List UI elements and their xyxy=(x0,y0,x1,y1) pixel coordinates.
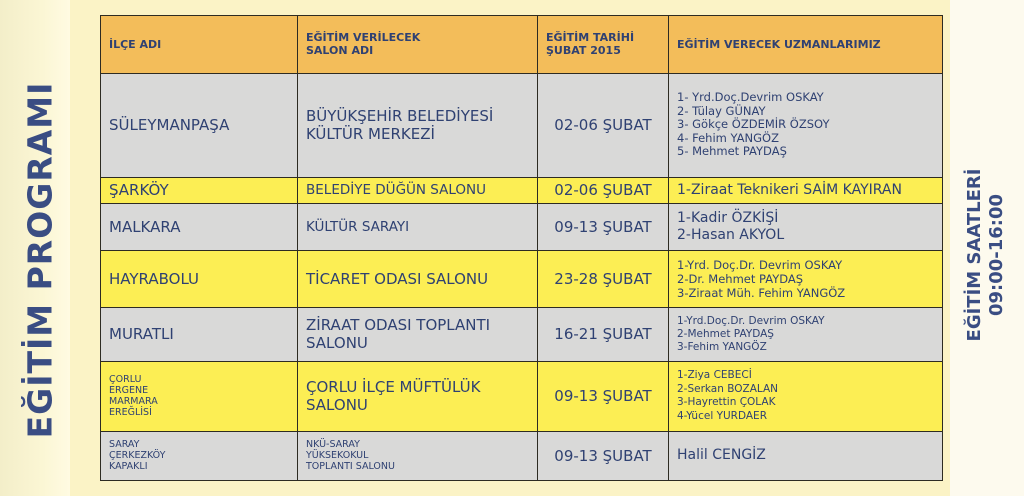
expert-name: 2-Dr. Mehmet PAYDAŞ xyxy=(677,271,804,286)
date-cell: 02-06 ŞUBAT xyxy=(538,73,669,177)
header-date-line: EĞİTİM TARİHİ xyxy=(546,31,635,45)
experts-cell xyxy=(669,204,943,250)
expert-name: Halil CENGİZ xyxy=(677,447,766,464)
header-date xyxy=(538,16,669,74)
salon-cell xyxy=(298,204,538,250)
header-district: İLÇE ADI xyxy=(101,16,298,74)
district-name: ÇORLU xyxy=(109,374,142,386)
table-row xyxy=(101,431,943,480)
district-cell xyxy=(101,308,298,361)
district-cell xyxy=(101,431,298,480)
salon-line: ZİRAAT ODASI TOPLANTI xyxy=(306,316,491,335)
experts-cell xyxy=(669,73,943,177)
table-row xyxy=(101,73,943,177)
expert-name: 3-Fehim YANGÖZ xyxy=(677,340,767,353)
expert-name: 3-Hayrettin ÇOLAK xyxy=(677,396,776,409)
salon-line: SALONU xyxy=(306,396,368,415)
table-row xyxy=(101,250,943,308)
header-date-line: ŞUBAT 2015 xyxy=(546,44,621,58)
salon-cell xyxy=(298,177,538,204)
program-title: EĞİTİM PROGRAMI xyxy=(20,81,60,439)
expert-name: 1-Yrd.Doç.Dr. Devrim OSKAY xyxy=(677,314,825,327)
date-cell: 23-28 ŞUBAT xyxy=(538,250,669,308)
date-cell: 16-21 ŞUBAT xyxy=(538,308,669,361)
district-cell xyxy=(101,204,298,250)
salon-cell xyxy=(298,361,538,431)
experts-cell xyxy=(669,308,943,361)
salon-cell xyxy=(298,431,538,480)
table-row xyxy=(101,177,943,204)
header-experts: EĞİTİM VERECEK UZMANLARIMIZ xyxy=(669,16,943,74)
experts-cell xyxy=(669,431,943,480)
salon-line: ÇORLU İLÇE MÜFTÜLÜK xyxy=(306,378,481,397)
date-cell: 02-06 ŞUBAT xyxy=(538,177,669,204)
salon-line: BÜYÜKŞEHİR BELEDİYESİ xyxy=(306,107,494,126)
district-cell xyxy=(101,361,298,431)
district-cell xyxy=(101,250,298,308)
expert-name: 2- Tülay GÜNAY xyxy=(677,103,766,118)
training-hours-value: 09:00-16:00 xyxy=(986,193,1007,317)
district-name: HAYRABOLU xyxy=(109,269,200,288)
expert-name: 5- Mehmet PAYDAŞ xyxy=(677,144,787,159)
salon-line: TİCARET ODASI SALONU xyxy=(306,269,489,288)
expert-name: 1- Yrd.Doç.Devrim OSKAY xyxy=(677,90,824,105)
training-hours-label: EĞİTİM SAATLERİ xyxy=(964,168,985,342)
expert-name: 1-Yrd. Doç.Dr. Devrim OSKAY xyxy=(677,257,843,272)
header-salon xyxy=(298,16,538,74)
expert-name: 1-Ziraat Teknikeri SAİM KAYIRAN xyxy=(677,181,902,198)
expert-name: 3-Ziraat Müh. Fehim YANGÖZ xyxy=(677,285,846,300)
expert-name: 1-Ziya CEBECİ xyxy=(677,369,752,382)
salon-line: NKÜ-SARAY xyxy=(306,439,360,451)
district-cell xyxy=(101,73,298,177)
expert-name: 2-Hasan AKYOL xyxy=(677,226,785,243)
header-row xyxy=(101,16,943,74)
expert-name: 1-Kadir ÖZKİŞİ xyxy=(677,209,779,226)
district-name: ERGENE xyxy=(109,385,149,397)
header-salon-line: EĞİTİM VERİLECEK xyxy=(306,31,421,45)
district-name: MALKARA xyxy=(109,217,181,236)
salon-line: TOPLANTI SALONU xyxy=(306,461,395,473)
expert-name: 2-Mehmet PAYDAŞ xyxy=(677,327,774,340)
salon-line: YÜKSEKOKUL xyxy=(306,450,369,462)
district-name: SÜLEYMANPAŞA xyxy=(109,116,230,135)
date-cell: 09-13 ŞUBAT xyxy=(538,204,669,250)
district-name: MURATLI xyxy=(109,325,174,344)
district-name: MARMARA xyxy=(109,396,158,408)
salon-line: KÜLTÜR MERKEZİ xyxy=(306,125,435,144)
experts-cell xyxy=(669,177,943,204)
table-row xyxy=(101,204,943,250)
schedule-table xyxy=(100,15,943,481)
table-row xyxy=(101,308,943,361)
salon-line: BELEDİYE DÜĞÜN SALONU xyxy=(306,182,486,199)
expert-name: 4-Yücel YURDAER xyxy=(677,409,767,422)
salon-line: SALONU xyxy=(306,334,368,353)
salon-cell xyxy=(298,308,538,361)
district-name: KAPAKLI xyxy=(109,461,148,473)
district-name: ŞARKÖY xyxy=(109,181,169,200)
expert-name: 2-Serkan BOZALAN xyxy=(677,382,779,395)
training-hours xyxy=(964,169,1008,342)
date-cell: 09-13 ŞUBAT xyxy=(538,361,669,431)
district-name: SARAY xyxy=(109,439,140,451)
salon-line: KÜLTÜR SARAYI xyxy=(306,218,410,235)
district-name: ÇERKEZKÖY xyxy=(109,450,166,462)
experts-cell xyxy=(669,250,943,308)
expert-name: 4- Fehim YANGÖZ xyxy=(677,130,779,145)
district-cell xyxy=(101,177,298,204)
table-row xyxy=(101,361,943,431)
experts-cell xyxy=(669,361,943,431)
district-name: EREĞLİSİ xyxy=(109,407,152,419)
salon-cell xyxy=(298,250,538,308)
date-cell: 09-13 ŞUBAT xyxy=(538,431,669,480)
salon-cell xyxy=(298,73,538,177)
header-salon-line: SALON ADI xyxy=(306,44,374,58)
expert-name: 3- Gökçe ÖZDEMİR ÖZSOY xyxy=(677,117,830,132)
